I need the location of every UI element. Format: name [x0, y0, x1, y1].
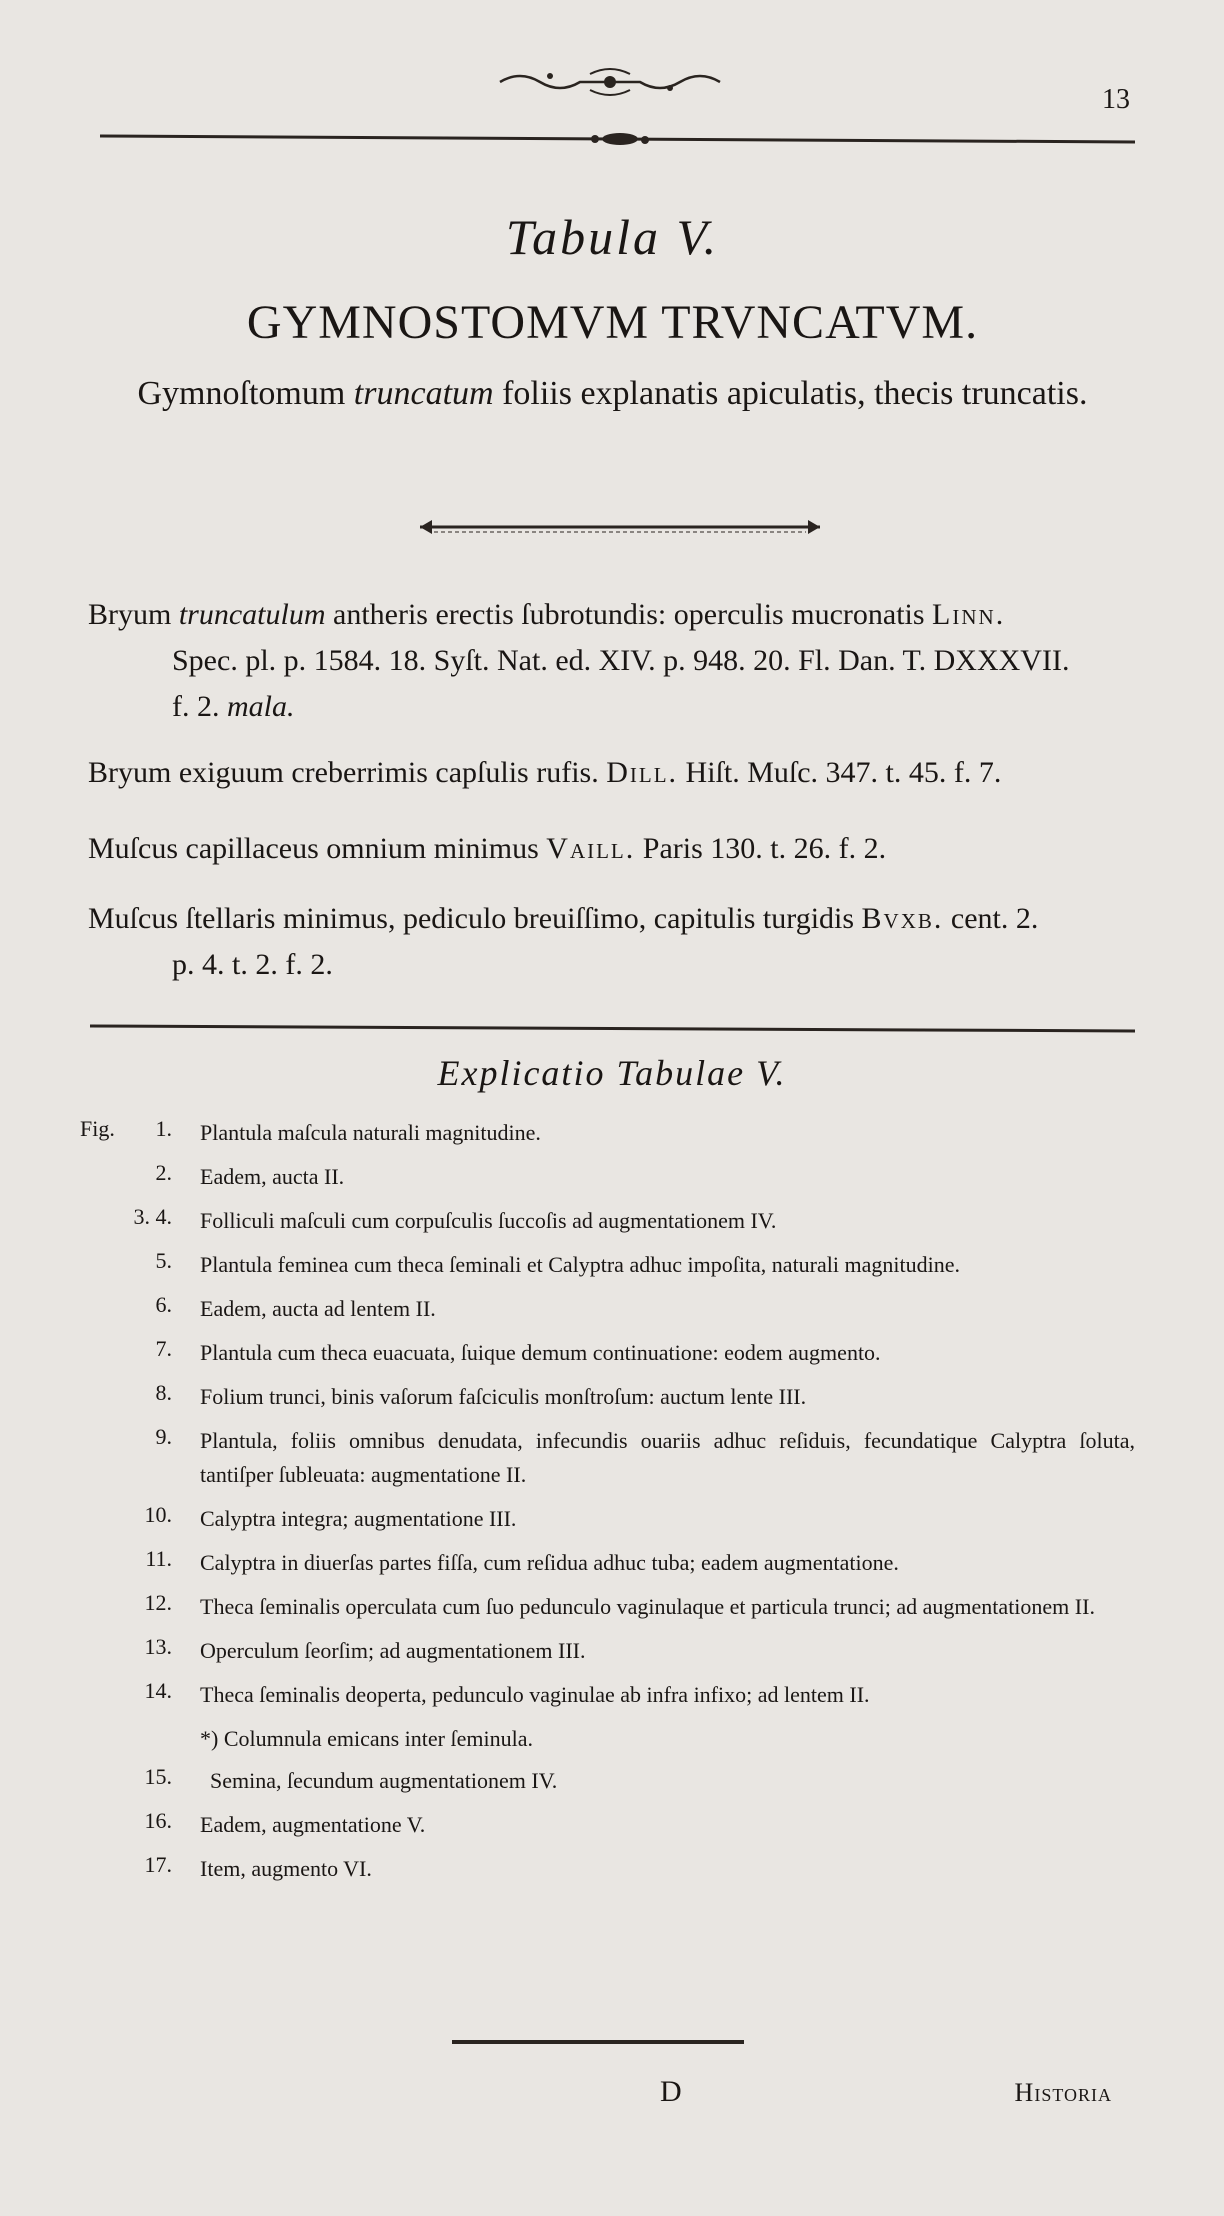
figure-number: 12.: [144, 1590, 172, 1615]
figure-item: [80, 1764, 1135, 1798]
figure-item: [80, 1678, 1135, 1712]
figure-item: [80, 1852, 1135, 1886]
figure-number: 11.: [145, 1546, 172, 1571]
figure-number: 17.: [144, 1852, 172, 1877]
figure-item: [80, 1424, 1135, 1492]
figure-item: [80, 1380, 1135, 1414]
figure-description: Theca ſeminalis operculata cum ſuo pedunculo vaginulaque et particula trunci; ad augmentationem II.: [200, 1594, 1095, 1619]
figure-number: 9.: [155, 1424, 172, 1449]
figure-description: Eadem, augmentatione V.: [200, 1812, 426, 1837]
figure-item: [80, 1634, 1135, 1668]
figure-item: [80, 1546, 1135, 1580]
figure-number: 1.: [155, 1116, 172, 1141]
figure-description: *) Columnula emicans inter ſeminula.: [200, 1726, 533, 1751]
page-number: 13: [1102, 84, 1130, 115]
figure-description: Folliculi maſculi cum corpuſculis ſuccoſis ad augmentationem IV.: [200, 1208, 777, 1233]
figure-description: Item, augmento VI.: [200, 1856, 372, 1881]
figure-number: 5.: [155, 1248, 172, 1273]
synonym-entry: Bryum exiguum creberrimis capſulis rufis. Dill. Hiſt. Muſc. 347. t. 45. f. 7.: [88, 756, 1002, 789]
figure-description: Theca ſeminalis deoperta, pedunculo vaginulae ab infra infixo; ad lentem II.: [200, 1682, 870, 1707]
author-abbrev: Dill.: [606, 756, 679, 789]
figure-number: 3. 4.: [133, 1204, 172, 1229]
figure-description: Plantula maſcula naturali magnitudine.: [200, 1120, 541, 1145]
figure-number: 14.: [144, 1678, 172, 1703]
plate-title: Tabula V.: [505, 209, 720, 265]
figure-description: Plantula feminea cum theca ſeminali et Calyptra adhuc impoſita, naturali magnitudine.: [200, 1252, 960, 1277]
top-rule: [100, 128, 1135, 152]
figure-description: Calyptra integra; augmentatione III.: [200, 1506, 517, 1531]
figure-number: 10.: [144, 1502, 172, 1527]
section-ornament: [410, 512, 830, 542]
diagnosis-epithet: truncatum: [353, 375, 494, 412]
figure-list: [80, 1116, 1135, 1886]
synonym-continuation: Spec. pl. p. 1584. 18. Syſt. Nat. ed. XIV. p. 948. 20. Fl. Dan. T. DXXXVII. f. 2. mala.: [172, 644, 1070, 723]
figure-number: 13.: [144, 1634, 172, 1659]
figure-item: [80, 1722, 1135, 1756]
synonym-entry: Muſcus capillaceus omnium minimus Vaill. Paris 130. t. 26. f. 2.: [88, 832, 887, 865]
synonym-continuation: p. 4. t. 2. f. 2.: [172, 948, 333, 981]
figure-description: Calyptra in diuerſas partes fiſſa, cum reſidua adhuc tuba; eadem augmentatione.: [200, 1550, 899, 1575]
signature-mark: D: [660, 2075, 682, 2108]
catchword: Historia: [1014, 2078, 1112, 2107]
figure-description: Eadem, aucta ad lentem II.: [200, 1296, 436, 1321]
figure-description: Plantula, foliis omnibus denudata, infecundis ouariis adhuc reſiduis, fecundatique Calyptra ſoluta, tantiſper ſubleuata: augmentatione II.: [200, 1428, 1135, 1487]
header-ornament: [490, 62, 730, 102]
diagnosis-text: foliis explanatis apiculatis, thecis truncatis.: [502, 375, 1088, 412]
figure-number: 7.: [155, 1336, 172, 1361]
figure-item: [80, 1336, 1135, 1370]
figure-number: 15.: [144, 1764, 172, 1789]
figure-footnote: Semina, ſecundum augmentationem IV.: [210, 1768, 558, 1793]
synonym-entry: Muſcus ſtellaris minimus, pediculo breuiſſimo, capitulis turgidis Bvxb. cent. 2. p. 4. t. 2. f. 2.: [88, 896, 1138, 988]
figure-item: [80, 1808, 1135, 1842]
figure-item: [80, 1248, 1135, 1282]
figure-item: [80, 1116, 1135, 1150]
section-rule: [90, 1022, 1135, 1036]
author-abbrev: Linn.: [932, 598, 1006, 631]
author-abbrev: Bvxb.: [861, 902, 944, 935]
figure-number: 8.: [155, 1380, 172, 1405]
figure-number: 2.: [155, 1160, 172, 1185]
fig-label: Fig.: [80, 1116, 115, 1141]
species-heading: GYMNOSTOMVM TRVNCATVM.: [246, 296, 979, 349]
footer-rule: [452, 2040, 744, 2044]
figure-item: [80, 1590, 1135, 1624]
species-diagnosis: [80, 372, 1145, 416]
figure-description: Operculum ſeorſim; ad augmentationem III.: [200, 1638, 586, 1663]
figure-description: Plantula cum theca euacuata, ſuique demum continuatione: eodem augmento.: [200, 1340, 881, 1365]
figure-number: 6.: [155, 1292, 172, 1317]
figure-number: 16.: [144, 1808, 172, 1833]
figure-item: [80, 1502, 1135, 1536]
figure-description: Eadem, aucta II.: [200, 1164, 345, 1189]
figure-item: [80, 1160, 1135, 1194]
synonym-entry: Bryum truncatulum antheris erectis ſubrotundis: operculis mucronatis Linn. Spec. pl. p. 1584. 18. Syſt. Nat. ed. XIV. p. 948. 20. Fl. Dan. T. DXXXVII. f. 2. mala.: [88, 592, 1138, 730]
figure-description: Folium trunci, binis vaſorum faſciculis monſtroſum: auctum lente III.: [200, 1384, 807, 1409]
figure-item: [80, 1292, 1135, 1326]
explicatio-heading: Explicatio Tabulae V.: [437, 1053, 787, 1093]
author-abbrev: Vaill.: [546, 832, 636, 865]
diagnosis-genus: Gymnoſtomum: [137, 375, 346, 412]
figure-item: [80, 1204, 1135, 1238]
